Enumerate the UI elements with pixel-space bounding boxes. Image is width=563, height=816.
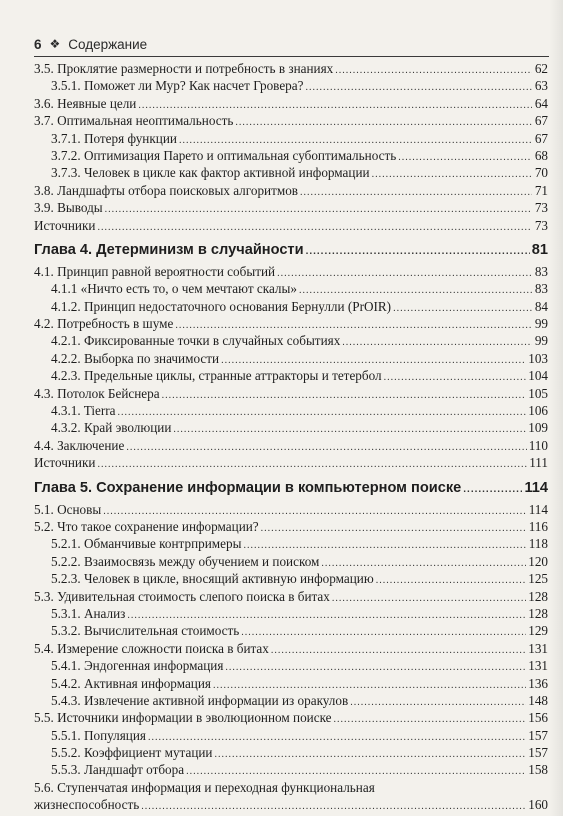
toc-entry-page: 157 <box>528 727 548 743</box>
toc-entry <box>34 605 548 622</box>
toc-entry <box>34 147 548 164</box>
toc-entry-title: 5.4.1. Эндогенная информация <box>51 658 224 674</box>
toc-entry-page: 110 <box>528 437 548 453</box>
toc-entry-title: 4.1.1 «Ничто есть то, о чем мечтают скалы» <box>51 281 297 297</box>
toc-entry-title: 5.2.3. Человек в цикле, вносящий активную информацию <box>51 571 374 587</box>
toc-entry-title: 5.5. Источники информации в эволюционном поиске <box>34 710 332 726</box>
toc-entry <box>34 332 548 349</box>
toc-entry <box>34 263 548 280</box>
toc-entry-page: 83 <box>534 281 548 297</box>
toc-entry <box>34 761 548 778</box>
toc-entry-page: 157 <box>528 745 548 761</box>
toc-entry-page: 67 <box>534 130 548 146</box>
toc-entry <box>34 217 548 234</box>
toc-entry <box>34 553 548 570</box>
toc-entry-title: 5.3.2. Вычислительная стоимость <box>51 623 240 639</box>
toc-entry <box>34 501 548 518</box>
toc-entry-page: 136 <box>528 675 548 691</box>
toc-entry <box>34 535 548 552</box>
toc-entry-page: 104 <box>528 368 548 384</box>
toc-entry <box>34 518 548 535</box>
toc-entry-page: 70 <box>534 165 548 181</box>
leader-dots <box>97 456 527 473</box>
toc-entry-title: 5.3.1. Анализ <box>51 605 126 621</box>
toc-entry <box>34 385 548 402</box>
toc-entry <box>34 692 548 709</box>
leader-dots <box>306 241 530 263</box>
toc-entry <box>34 744 548 761</box>
toc-entry-title: Глава 5. Сохранение информации в компьютерном поиске <box>34 479 462 496</box>
toc-entry-page: 131 <box>528 640 548 656</box>
toc-entry-page: 62 <box>534 61 548 76</box>
toc-entry-title: 5.4.2. Активная информация <box>51 675 211 691</box>
toc-entry <box>34 454 548 471</box>
toc-entry-page: 129 <box>528 623 548 639</box>
toc-entry <box>34 130 548 147</box>
toc-entry-page: 84 <box>534 298 548 314</box>
toc-entry-title: 4.2.3. Предельные циклы, странные аттракторы и тетербол <box>51 368 382 384</box>
toc-entry <box>34 199 548 216</box>
toc-entry-title: 5.2.2. Взаимосвязь между обучением и поиском <box>51 553 320 569</box>
toc-entry-title: Источники <box>34 217 96 233</box>
toc-entry-page: 160 <box>528 797 548 813</box>
toc-entry-title: Источники <box>34 455 96 471</box>
toc-entry-title: 3.6. Неявные цели <box>34 95 137 111</box>
toc-entry-title: 3.8. Ландшафты отбора поисковых алгоритмов <box>34 182 299 198</box>
toc-entry-title: 4.4. Заключение <box>34 437 125 453</box>
toc-entry-page: 156 <box>528 710 548 726</box>
toc-entry-title: 3.5.1. Поможет ли Мур? Как насчет Гровера? <box>51 78 304 94</box>
toc-entry-title: 4.3. Потолок Бейснера <box>34 385 160 401</box>
toc-entry-title: 5.5.2. Коэффициент мутации <box>51 745 213 761</box>
toc-entry-page: 128 <box>528 605 548 621</box>
table-of-contents <box>34 60 548 816</box>
toc-entry-page: 99 <box>534 316 548 332</box>
page-gutter-shadow <box>549 0 563 816</box>
toc-entry-title: 4.2.2. Выборка по значимости <box>51 350 220 366</box>
toc-entry <box>34 419 548 436</box>
toc-entry-title: 3.7.3. Человек в цикле как фактор активной информации <box>51 165 370 181</box>
toc-entry <box>34 727 548 744</box>
toc-entry <box>34 402 548 419</box>
ornament-icon: ❖ <box>49 37 61 51</box>
toc-entry-page: 68 <box>534 147 548 163</box>
toc-entry-title: 5.2. Что такое сохранение информации? <box>34 518 259 534</box>
toc-entry <box>34 95 548 112</box>
toc-entry <box>34 350 548 367</box>
toc-entry <box>34 77 548 94</box>
running-header <box>34 33 147 55</box>
toc-entry <box>34 437 548 454</box>
toc-entry-page: 111 <box>529 455 548 471</box>
toc-entry <box>34 657 548 674</box>
leader-dots <box>97 219 532 236</box>
toc-entry-page: 99 <box>534 333 548 349</box>
toc-entry-title: 5.2.1. Обманчивые контрпримеры <box>51 536 242 552</box>
toc-entry-page: 114 <box>524 479 548 496</box>
toc-entry-title: 3.9. Выводы <box>34 200 103 216</box>
toc-entry <box>34 298 548 315</box>
toc-entry-page: 106 <box>528 403 548 419</box>
leader-dots <box>463 479 522 501</box>
toc-entry-page: 73 <box>534 200 548 216</box>
toc-entry-title: 4.2. Потребность в шуме <box>34 316 174 332</box>
toc-chapter <box>34 239 548 261</box>
toc-entry-page: 64 <box>534 95 548 111</box>
toc-entry-title: 3.7.1. Потеря функции <box>51 130 177 146</box>
toc-entry-page: 120 <box>528 553 548 569</box>
toc-entry-title: 4.1.2. Принцип недостаточного основания Бернулли (PrOIR) <box>51 298 392 314</box>
toc-entry-title: 3.5. Проклятие размерности и потребность в знаниях <box>34 61 334 76</box>
toc-entry-title: Глава 4. Детерминизм в случайности <box>34 241 304 258</box>
toc-entry-multiline <box>34 779 548 816</box>
toc-entry <box>34 280 548 297</box>
toc-entry-page: 63 <box>534 78 548 94</box>
toc-entry-page: 116 <box>528 518 548 534</box>
toc-entry-title: 3.7.2. Оптимизация Парето и оптимальная субоптимальность <box>51 147 397 163</box>
toc-entry-page: 105 <box>528 385 548 401</box>
toc-entry-page: 128 <box>528 588 548 604</box>
toc-entry-page: 103 <box>528 350 548 366</box>
toc-entry-title: 5.3. Удивительная стоимость слепого поиска в битах <box>34 588 330 604</box>
toc-entry-title: 4.3.2. Край эволюции <box>51 420 172 436</box>
toc-entry-page: 158 <box>528 762 548 778</box>
toc-chapter <box>34 477 548 499</box>
section-title: Содержание <box>68 36 148 52</box>
toc-entry-page: 73 <box>534 217 548 233</box>
page-number: 6 <box>34 36 42 52</box>
toc-entry <box>34 675 548 692</box>
toc-entry-page: 81 <box>531 241 548 258</box>
toc-entry-title: 5.1. Основы <box>34 501 102 517</box>
toc-entry <box>34 367 548 384</box>
toc-entry <box>34 622 548 639</box>
toc-entry-title: 5.5.3. Ландшафт отбора <box>51 762 185 778</box>
toc-entry-page: 71 <box>534 182 548 198</box>
toc-entry-page: 125 <box>528 571 548 587</box>
toc-entry <box>34 164 548 181</box>
toc-entry-title: 5.4. Измерение сложности поиска в битах <box>34 640 269 656</box>
toc-entry-title-line2: жизнеспособность <box>34 797 140 813</box>
toc-entry <box>34 60 548 77</box>
toc-entry <box>34 640 548 657</box>
toc-entry <box>34 588 548 605</box>
toc-entry <box>34 182 548 199</box>
toc-entry-title: 4.1. Принцип равной вероятности событий <box>34 263 276 279</box>
header-rule <box>34 56 549 57</box>
toc-entry <box>34 709 548 726</box>
toc-entry-page: 118 <box>528 536 548 552</box>
toc-entry <box>34 112 548 129</box>
toc-entry-page: 109 <box>528 420 548 436</box>
toc-entry-title: 5.5.1. Популяция <box>51 727 146 743</box>
toc-entry-page: 67 <box>534 113 548 129</box>
toc-entry <box>34 315 548 332</box>
leader-dots <box>141 798 526 815</box>
toc-entry-page: 114 <box>528 501 548 517</box>
toc-entry-title-line1: 5.6. Ступенчатая информация и переходная функциональная <box>34 779 375 795</box>
toc-entry-page: 131 <box>528 658 548 674</box>
toc-entry-title: 4.3.1. Tierra <box>51 403 116 419</box>
toc-entry-page: 83 <box>534 263 548 279</box>
toc-entry-page: 148 <box>528 692 548 708</box>
toc-entry <box>34 570 548 587</box>
toc-entry-title: 4.2.1. Фиксированные точки в случайных событиях <box>51 333 341 349</box>
toc-entry-title: 3.7. Оптимальная неоптимальность <box>34 113 234 129</box>
toc-entry-title: 5.4.3. Извлечение активной информации из оракулов <box>51 692 349 708</box>
